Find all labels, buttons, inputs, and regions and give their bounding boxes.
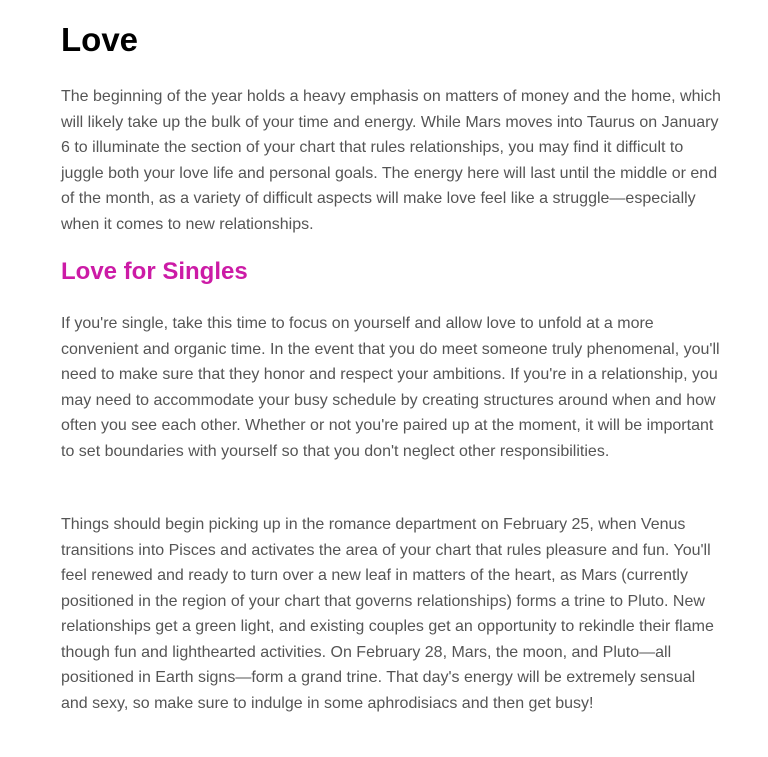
love-for-singles-heading: Love for Singles bbox=[61, 258, 248, 285]
singles-paragraph-1: If you're single, take this time to focus on yourself and allow love to unfold at a more convenient and organic time. In the event that you do meet someone truly phenomenal, you'll need to make sure that they honor and respect your ambitions. If you're in a relationship, you may need to accommodate your busy schedule by creating structures around when and how often you see each other. Whether or not you're paired up at the moment, it will be important to set boundaries with yourself so that you don't neglect other responsibilities. bbox=[61, 315, 720, 460]
love-heading: Love bbox=[61, 21, 139, 58]
love-intro-paragraph: The beginning of the year holds a heavy emphasis on matters of money and the home, which will likely take up the bulk of your time and energy. While Mars moves into Taurus on January 6 to illuminate the section of your chart that rules relationships, you may find it difficult to juggle both your love life and personal goals. The energy here will last until the middle or end of the month, as a variety of difficult aspects will make love feel like a struggle—especially when it comes to new relationships. bbox=[61, 88, 721, 233]
singles-paragraph-2: Things should begin picking up in the romance department on February 25, when Venus transitions into Pisces and activates the area of your chart that rules pleasure and fun. You'll feel renewed and ready to turn over a new leaf in matters of the heart, as Mars (currently positioned in the region of your chart that governs relationships) forms a trine to Pluto. New relationships get a green light, and existing couples get an opportunity to rekindle their flame though fun and lighthearted activities. On February 28, Mars, the moon, and Pluto—all positioned in Earth signs—form a grand trine. That day's energy will be extremely sensual and sexy, so make sure to indulge in some aphrodisiacs and then get busy! bbox=[61, 516, 714, 712]
